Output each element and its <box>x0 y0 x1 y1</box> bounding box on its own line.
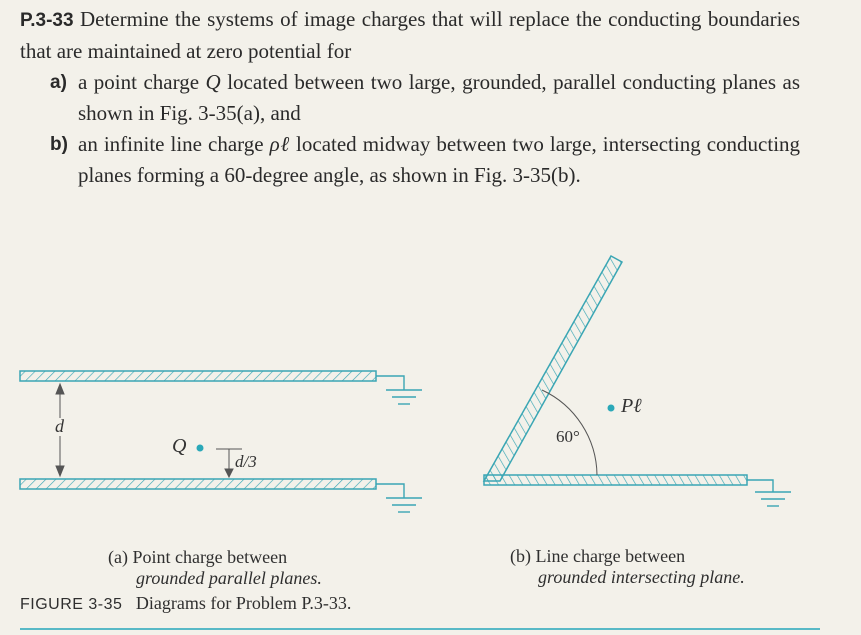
ground-symbol-bottom <box>376 484 422 512</box>
caption-a-line1: (a) Point charge between <box>108 547 288 567</box>
figure-title: Diagrams for Problem P.3-33. <box>135 593 352 613</box>
caption-b-line1: (b) Line charge between <box>510 546 686 566</box>
caption-b <box>510 546 745 588</box>
offset-label: d/3 <box>235 452 257 471</box>
caption-a <box>108 547 322 589</box>
figure-a <box>20 371 422 512</box>
part-b-text-post: located midway between two large, intersecting conducting planes forming a 60-degree angle, as shown in Fig. 3-35(b). <box>78 132 801 187</box>
line-charge-label: Pℓ <box>621 395 642 417</box>
charge-q-label: Q <box>172 435 187 457</box>
line-charge <box>608 405 615 412</box>
spacing-label: d <box>55 416 64 436</box>
part-a-text-pre: a point charge <box>78 70 200 94</box>
problem-intro-text: Determine the systems of image charges that will replace the conducting boundaries that are maintained at zero potential for <box>20 7 800 63</box>
horizontal-plane <box>484 475 747 485</box>
caption-a-line2: grounded parallel planes. <box>136 568 322 588</box>
problem-number: P.3-33 <box>20 10 74 31</box>
figure-b <box>484 256 791 506</box>
part-b-label: b) <box>50 134 68 155</box>
part-a-text-post: located between two large, grounded, parallel conducting planes as shown in Fig. 3-35(a), and <box>78 70 801 125</box>
ground-symbol-b <box>747 480 791 506</box>
bottom-plane <box>20 479 376 489</box>
bottom-rule <box>20 628 820 630</box>
part-a-label: a) <box>50 72 67 93</box>
part-a-variable: Q <box>205 70 221 94</box>
ground-symbol-top <box>376 376 422 404</box>
top-plane <box>20 371 376 381</box>
part-b-variable: ρℓ <box>269 132 291 156</box>
part-b-text-pre: an infinite line charge <box>78 132 264 156</box>
point-charge-q <box>197 445 204 452</box>
inclined-plane <box>484 256 622 481</box>
figure-label: FIGURE 3-35 <box>20 596 123 613</box>
angle-label: 60° <box>556 427 580 446</box>
caption-b-line2: grounded intersecting plane. <box>538 567 745 587</box>
figure-caption <box>20 593 351 614</box>
